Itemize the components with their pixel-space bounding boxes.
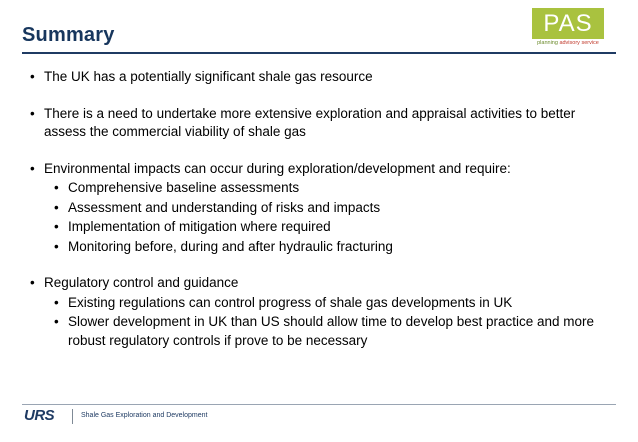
footer-separator xyxy=(72,409,73,424)
bullet-list xyxy=(30,68,620,350)
footer-caption: Shale Gas Exploration and Development xyxy=(81,412,208,419)
pas-logo-tagline-a: planning xyxy=(537,40,558,46)
sub-bullet-item: • Slower development in UK than US should allow time to develop best practice and more robust regulatory controls if prove to be necessary xyxy=(54,313,620,350)
bullet-item: • The UK has a potentially significant shale gas resource xyxy=(30,68,620,87)
sub-bullet-item: • Comprehensive baseline assessments xyxy=(54,179,620,198)
title-divider xyxy=(22,52,616,54)
bullet-item xyxy=(30,160,620,257)
bullet-text: Regulatory control and guidance xyxy=(44,275,239,290)
pas-logo-tagline xyxy=(532,40,604,46)
pas-logo-tagline-b: advisory service xyxy=(559,40,599,46)
slide-title: Summary xyxy=(22,24,115,46)
sub-bullet-list xyxy=(54,294,620,351)
footer-divider xyxy=(22,404,616,405)
sub-bullet-item: • Implementation of mitigation where required xyxy=(54,218,620,237)
sub-bullet-list xyxy=(54,179,620,256)
pas-logo-mark: PAS xyxy=(532,8,604,39)
bullet-item: • There is a need to undertake more extensive exploration and appraisal activities to better assess the commercial viability of shale gas xyxy=(30,105,620,142)
sub-bullet-item: • Monitoring before, during and after hydraulic fracturing xyxy=(54,238,620,257)
summary-content xyxy=(30,68,620,350)
bullet-item xyxy=(30,274,620,350)
urs-logo: URS xyxy=(24,407,55,424)
bullet-text: Environmental impacts can occur during exploration/development and require: xyxy=(44,160,511,176)
sub-bullet-item: • Existing regulations can control progress of shale gas developments in UK xyxy=(54,294,620,313)
pas-logo xyxy=(532,8,604,48)
sub-bullet-item: • Assessment and understanding of risks and impacts xyxy=(54,199,620,218)
